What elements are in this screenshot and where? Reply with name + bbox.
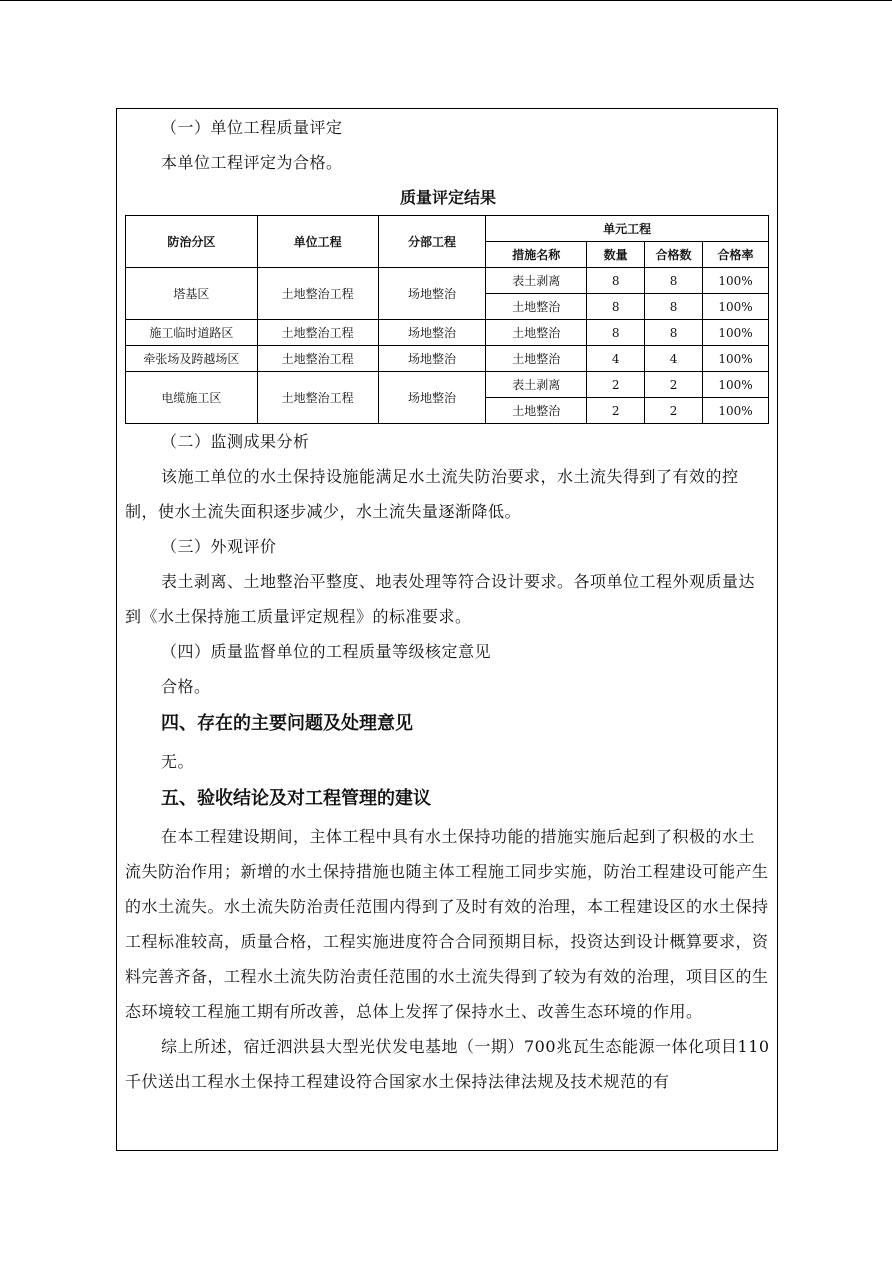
document-body [125, 108, 771, 1099]
cell-qualified: 8 [645, 268, 703, 294]
cell-zone: 电缆施工区 [126, 372, 258, 424]
cell-measure: 表土剥离 [486, 268, 587, 294]
section-4-text: 合格。 [161, 677, 211, 696]
header-count: 数量 [587, 242, 645, 268]
header-measure: 措施名称 [486, 242, 587, 268]
cell-unit: 土地整治工程 [257, 346, 378, 372]
cell-division: 场地整治 [378, 268, 486, 320]
cell-qualified: 8 [645, 294, 703, 320]
header-zone: 防治分区 [126, 216, 258, 268]
cell-measure: 表土剥离 [486, 372, 587, 398]
cell-unit: 土地整治工程 [257, 268, 378, 320]
heading-5-title: 五、验收结论及对工程管理的建议 [161, 788, 431, 809]
section-2-title: （二）监测成果分析 [161, 432, 310, 451]
cell-division: 场地整治 [378, 372, 486, 424]
cell-rate: 100% [703, 398, 769, 424]
table-row [126, 372, 769, 398]
cell-qualified: 2 [645, 372, 703, 398]
cell-measure: 土地整治 [486, 294, 587, 320]
cell-count: 4 [587, 346, 645, 372]
cell-count: 8 [587, 320, 645, 346]
heading-4-title: 四、存在的主要问题及处理意见 [161, 713, 413, 734]
header-element-group: 单元工程 [486, 216, 769, 242]
cell-count: 2 [587, 398, 645, 424]
header-division: 分部工程 [378, 216, 486, 268]
cell-zone: 牵张场及跨越场区 [126, 346, 258, 372]
cell-zone: 塔基区 [126, 268, 258, 320]
section-1-text: 本单位工程评定为合格。 [161, 153, 343, 172]
quality-table [125, 215, 769, 424]
cell-division: 场地整治 [378, 346, 486, 372]
section-1-title: （一）单位工程质量评定 [161, 118, 343, 137]
cell-division: 场地整治 [378, 320, 486, 346]
cell-zone: 施工临时道路区 [126, 320, 258, 346]
section-4-title: （四）质量监督单位的工程质量等级核定意见 [161, 642, 492, 661]
cell-rate: 100% [703, 294, 769, 320]
cell-count: 8 [587, 268, 645, 294]
cell-unit: 土地整治工程 [257, 320, 378, 346]
header-rate: 合格率 [703, 242, 769, 268]
section-3-title: （三）外观评价 [161, 537, 277, 556]
header-qualified: 合格数 [645, 242, 703, 268]
section-2-text: 该施工单位的水土保持设施能满足水土流失防治要求，水土流失得到了有效的控制，使水土流失面积逐步减少，水土流失量逐渐降低。 [125, 467, 739, 521]
cell-qualified: 8 [645, 320, 703, 346]
cell-count: 2 [587, 372, 645, 398]
header-unit: 单位工程 [257, 216, 378, 268]
cell-count: 8 [587, 294, 645, 320]
cell-rate: 100% [703, 268, 769, 294]
table-title: 质量评定结果 [399, 188, 496, 207]
cell-rate: 100% [703, 372, 769, 398]
top-rule [0, 0, 892, 1]
table-row [126, 320, 769, 346]
cell-measure: 土地整治 [486, 320, 587, 346]
cell-unit: 土地整治工程 [257, 372, 378, 424]
cell-measure: 土地整治 [486, 398, 587, 424]
cell-rate: 100% [703, 346, 769, 372]
cell-measure: 土地整治 [486, 346, 587, 372]
section-3-text: 表土剥离、土地整治平整度、地表处理等符合设计要求。各项单位工程外观质量达到《水土保持施工质量评定规程》的标准要求。 [125, 572, 756, 626]
heading-4-text: 无。 [161, 752, 195, 771]
cell-qualified: 4 [645, 346, 703, 372]
table-row [126, 268, 769, 294]
cell-qualified: 2 [645, 398, 703, 424]
conclusion-paragraph-1: 在本工程建设期间，主体工程中具有水土保持功能的措施实施后起到了积极的水土流失防治作用；新增的水土保持措施也随主体工程施工同步实施，防治工程建设可能产生的水土流失。水土流失防治责任范围内得到了及时有效的治理，本工程建设区的水土保持工程标准较高，质量合格，工程实施进度符合合同预期目标，投资达到设计概算要求，资料完善齐备，工程水土流失防治责任范围的水土流失得到了较为有效的治理，项目区的生态环境较工程施工期有所改善，总体上发挥了保持水土、改善生态环境的作用。 [125, 827, 769, 1021]
conclusion-paragraph-2: 综上所述，宿迁泗洪县大型光伏发电基地（一期）700兆瓦生态能源一体化项目110千伏送出工程水土保持工程建设符合国家水土保持法律法规及技术规范的有 [125, 1037, 770, 1091]
cell-rate: 100% [703, 320, 769, 346]
table-row [126, 346, 769, 372]
